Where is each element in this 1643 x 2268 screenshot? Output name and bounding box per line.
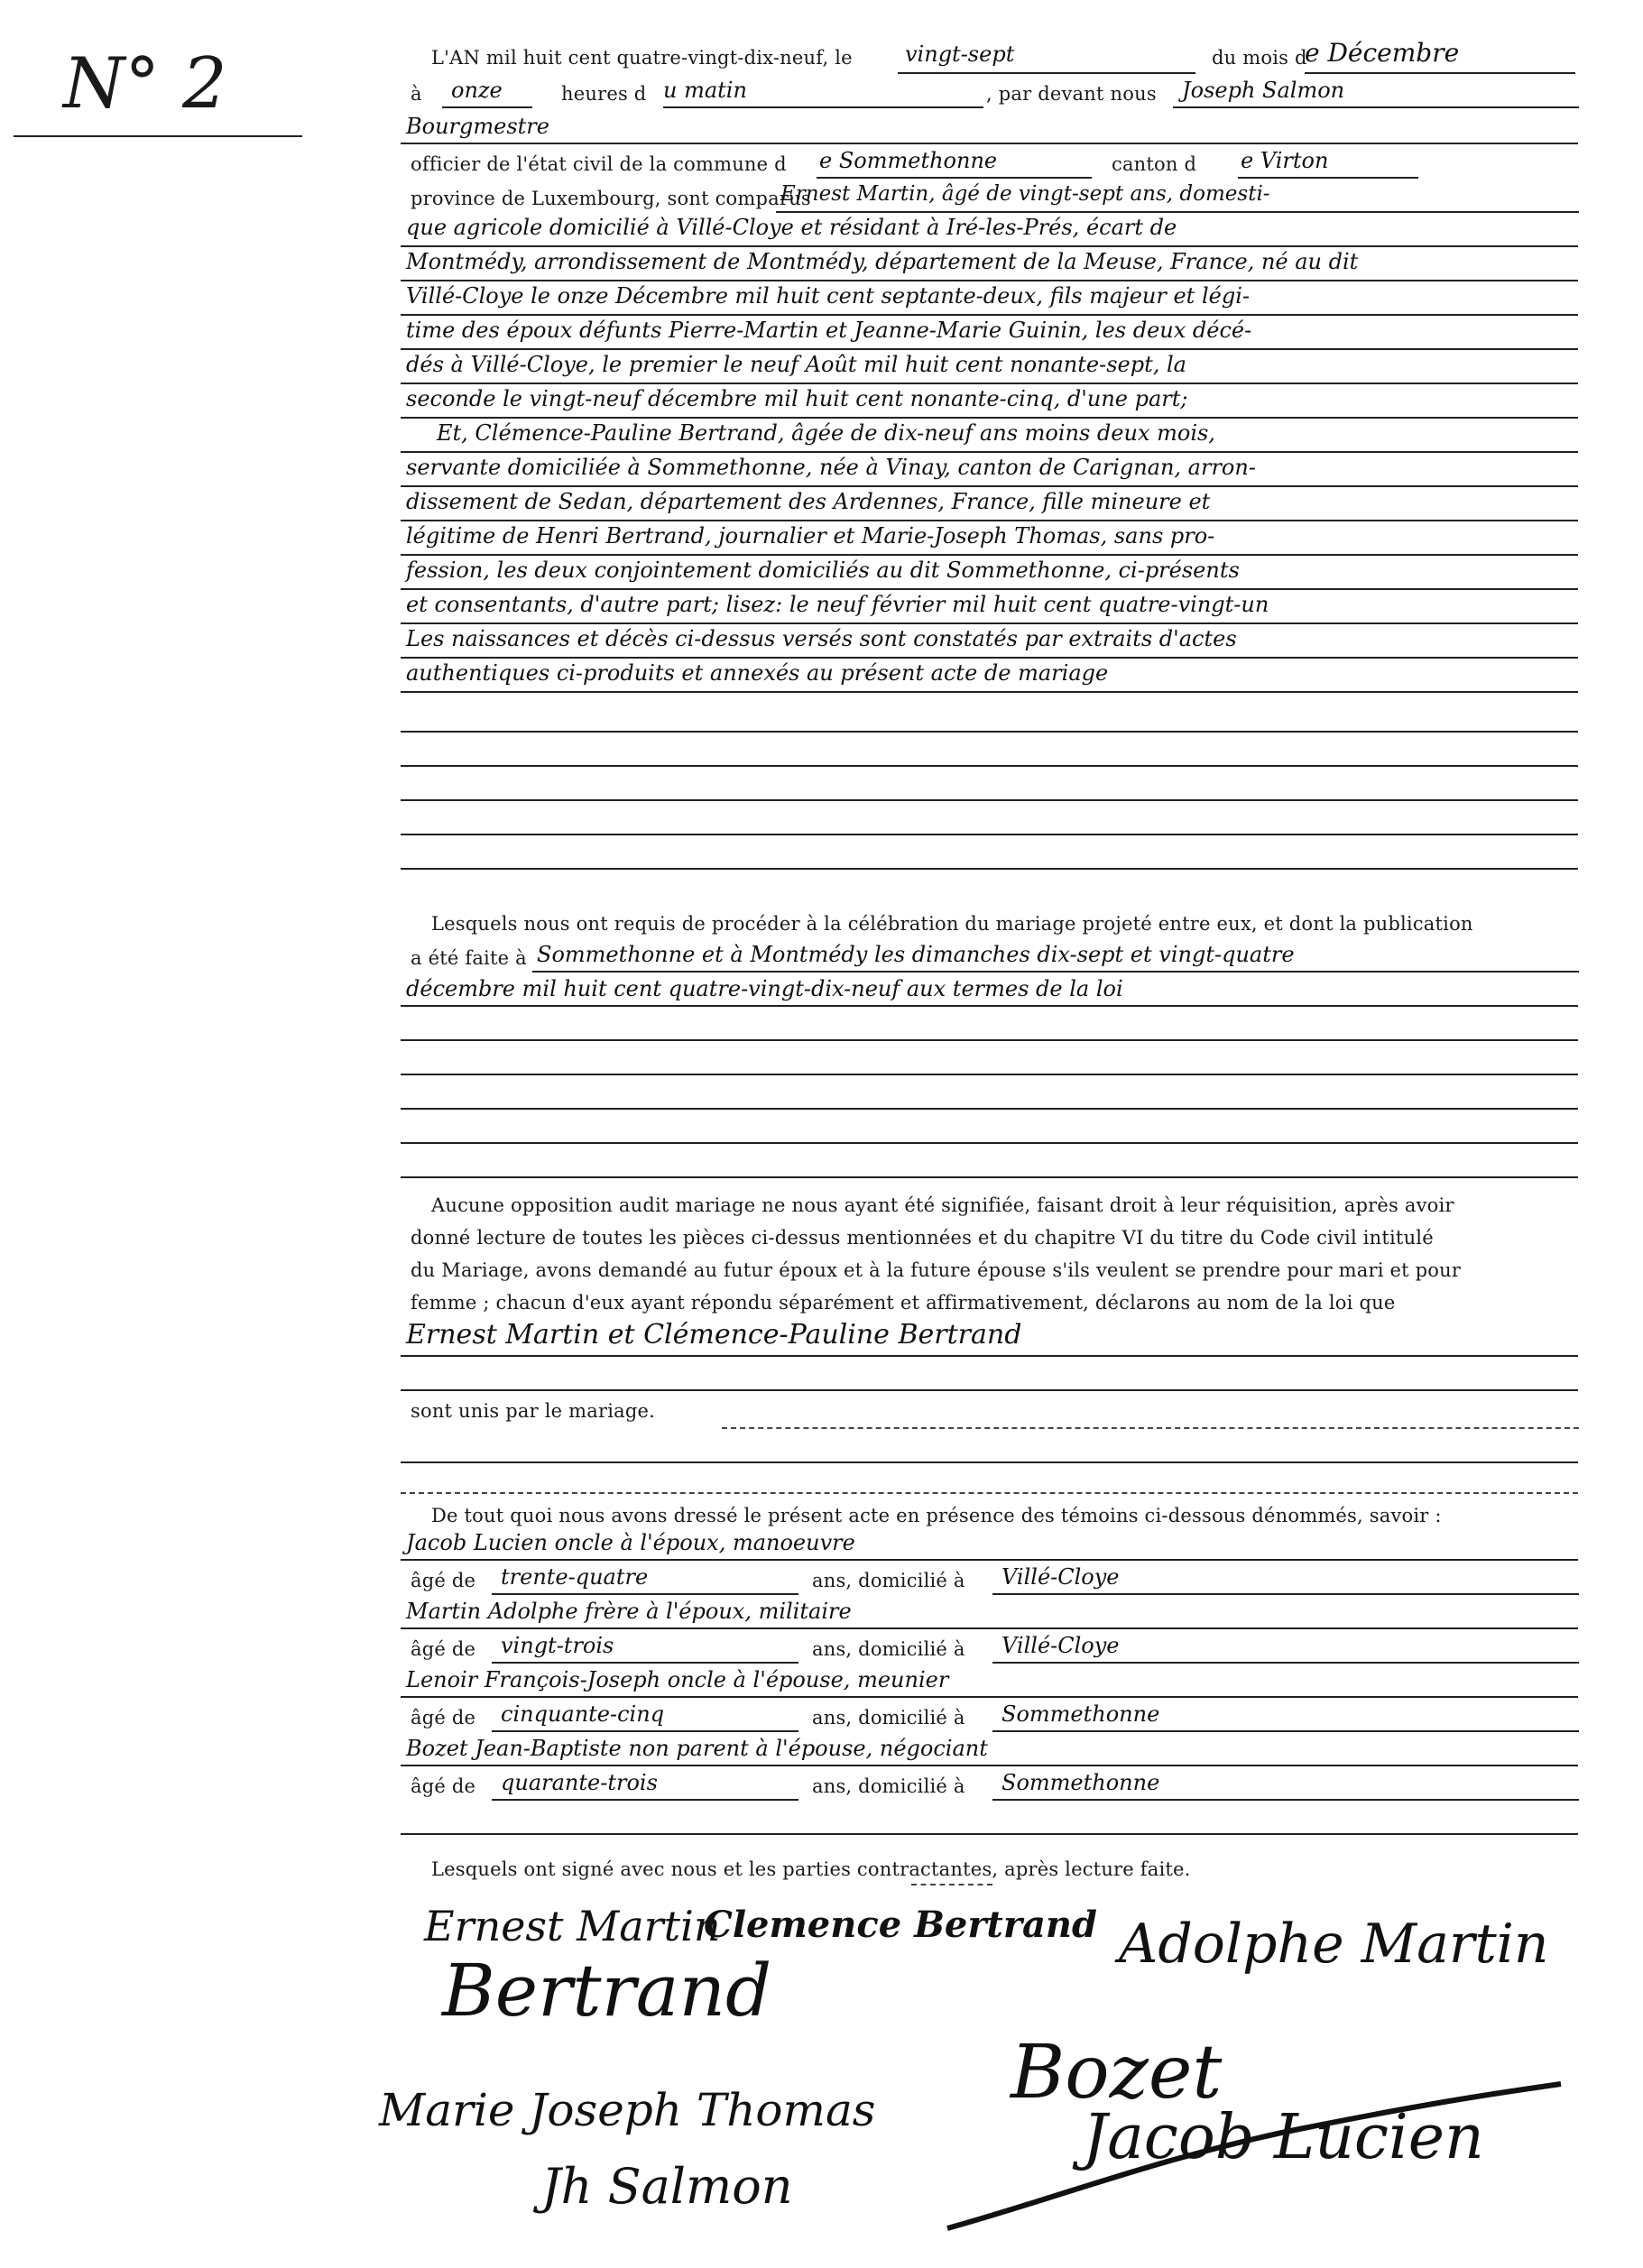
witness-place: Villé-Cloye xyxy=(1001,1564,1120,1590)
opposition-line-1: Aucune opposition audit mariage ne nous ayant été signifiée, faisant droit à leur réquisition, après avoir xyxy=(431,1194,1454,1216)
age-label: âgé de xyxy=(411,1775,476,1797)
witness-age: vingt-trois xyxy=(501,1633,614,1658)
parties-line: Les naissances et décès ci-dessus versés sont constatés par extraits d'actes xyxy=(401,624,1578,662)
groom-intro: Ernest Martin, âgé de vingt-sept ans, domesti- xyxy=(780,182,1270,206)
ans-label: ans, domicilié à xyxy=(812,1775,965,1797)
witness-name: Lenoir François-Joseph oncle à l'épouse, meunier xyxy=(406,1667,949,1692)
preamble-line-1-month-label: du mois d xyxy=(1212,47,1307,69)
officer-title: Bourgmestre xyxy=(406,114,549,139)
before-us-label: , par devant nous xyxy=(986,83,1157,105)
witness-name: Martin Adolphe frère à l'époux, militaire xyxy=(406,1599,852,1624)
witness-place: Sommethonne xyxy=(1001,1770,1160,1795)
time-period: u matin xyxy=(663,78,747,103)
parties-line: fession, les deux conjointement domiciliés au dit Sommethonne, ci-présents xyxy=(401,556,1578,594)
parties-line: dissement de Sedan, département des Ardennes, France, fille mineure et xyxy=(401,487,1578,525)
canton-name: e Virton xyxy=(1241,148,1329,173)
parties-line: seconde le vingt-neuf décembre mil huit cent nonante-cinq, d'une part; xyxy=(401,384,1578,422)
hours-label: heures d xyxy=(561,83,647,105)
closing-text: Lesquels ont signé avec nous et les parties contractantes, après lecture faite. xyxy=(431,1858,1191,1880)
publication-places: Sommethonne et à Montmédy les dimanches dix-sept et vingt-quatre xyxy=(537,942,1295,967)
witness-age: quarante-trois xyxy=(501,1770,658,1795)
witness-place: Villé-Cloye xyxy=(1001,1633,1120,1658)
signature-bride: Clemence Bertrand xyxy=(704,1904,1097,1946)
signature-adolphe-martin: Adolphe Martin xyxy=(1119,1913,1549,1976)
united-text: sont unis par le mariage. xyxy=(411,1400,656,1422)
signature-bozet: Bozet xyxy=(1011,2030,1223,2116)
parties-line: que agricole domicilié à Villé-Cloye et résidant à Iré-les-Prés, écart de xyxy=(401,213,1578,251)
parties-line: authentiques ci-produits et annexés au présent acte de mariage xyxy=(401,659,1578,696)
witness-age: cinquante-cinq xyxy=(501,1701,665,1727)
signature-bertrand: Bertrand xyxy=(442,1949,772,2033)
hour: onze xyxy=(451,78,503,103)
age-label: âgé de xyxy=(411,1638,476,1660)
parties-line: Et, Clémence-Pauline Bertrand, âgée de dix-neuf ans moins deux mois, xyxy=(401,419,1578,456)
opposition-line-4: femme ; chacun d'eux ayant répondu séparément et affirmativement, déclarons au nom de la loi que xyxy=(411,1292,1396,1314)
canton-label: canton d xyxy=(1112,153,1197,175)
preamble-line-5: province de Luxembourg, sont comparus xyxy=(411,188,811,209)
parties-line: time des époux défunts Pierre-Martin et Jeanne-Marie Guinin, les deux décé- xyxy=(401,316,1578,354)
preamble-line-1: L'AN mil huit cent quatre-vingt-dix-neuf, le xyxy=(431,47,853,69)
signature-marie-joseph-thomas: Marie Joseph Thomas xyxy=(379,2084,876,2136)
signature-jacob-lucien: Jacob Lucien xyxy=(1083,2102,1484,2173)
parties-line: Montmédy, arrondissement de Montmédy, département de la Meuse, France, né au dit xyxy=(401,247,1578,285)
signature-officer: Jh Salmon xyxy=(541,2158,793,2215)
witness-name: Jacob Lucien oncle à l'époux, manoeuvre xyxy=(406,1530,855,1555)
age-label: âgé de xyxy=(411,1570,476,1591)
ans-label: ans, domicilié à xyxy=(812,1638,965,1660)
ans-label: ans, domicilié à xyxy=(812,1707,965,1729)
date-day: vingt-sept xyxy=(905,41,1015,67)
spouses-names: Ernest Martin et Clémence-Pauline Bertrand xyxy=(406,1319,1022,1351)
publication-line-2-prefix: a été faite à xyxy=(411,947,527,969)
opposition-line-2: donné lecture de toutes les pièces ci-dessus mentionnées et du chapitre VI du titre du Code civil intitulé xyxy=(411,1227,1434,1249)
witness-place: Sommethonne xyxy=(1001,1701,1160,1727)
witnesses-intro: De tout quoi nous avons dressé le présent acte en présence des témoins ci-dessous dénommés, savoir : xyxy=(431,1505,1442,1526)
opposition-line-3: du Mariage, avons demandé au futur époux et à la future épouse s'ils veulent se prendre pour mari et pour xyxy=(411,1259,1462,1281)
act-number-underline xyxy=(14,135,302,137)
publication-dates: décembre mil huit cent quatre-vingt-dix-neuf aux termes de la loi xyxy=(406,976,1123,1001)
parties-line: légitime de Henri Bertrand, journalier et Marie-Joseph Thomas, sans pro- xyxy=(401,521,1578,559)
date-month: e Décembre xyxy=(1305,38,1460,68)
witness-age: trente-quatre xyxy=(501,1564,649,1590)
parties-line: et consentants, d'autre part; lisez: le neuf février mil huit cent quatre-vingt-un xyxy=(401,590,1578,628)
preamble-line-4: officier de l'état civil de la commune d xyxy=(411,153,787,175)
ans-label: ans, domicilié à xyxy=(812,1570,965,1591)
publication-line-1: Lesquels nous ont requis de procéder à la célébration du mariage projeté entre eux, et dont la publication xyxy=(431,913,1473,935)
witness-name: Bozet Jean-Baptiste non parent à l'épouse, négociant xyxy=(406,1736,988,1761)
parties-line: dés à Villé-Cloye, le premier le neuf Août mil huit cent nonante-sept, la xyxy=(401,350,1578,388)
officer-name: Joseph Salmon xyxy=(1182,78,1345,103)
parties-line: Villé-Cloye le onze Décembre mil huit cent septante-deux, fils majeur et légi- xyxy=(401,281,1578,319)
age-label: âgé de xyxy=(411,1707,476,1729)
commune-name: e Sommethonne xyxy=(819,148,998,173)
signature-flourish xyxy=(938,2075,1570,2237)
parties-line: servante domiciliée à Sommethonne, née à Vinay, canton de Carignan, arron- xyxy=(401,453,1578,491)
act-number: N° 2 xyxy=(63,43,227,124)
signature-groom: Ernest Martin xyxy=(424,1902,721,1950)
preamble-line-2: à xyxy=(411,83,422,105)
